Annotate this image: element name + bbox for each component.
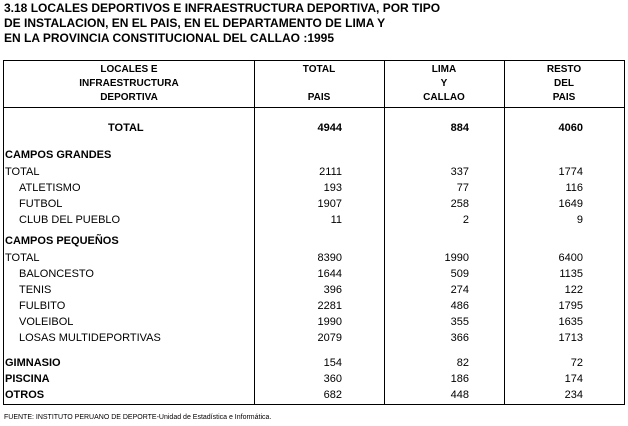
cell-resto: 1774 bbox=[558, 166, 583, 178]
cell-resto: 1713 bbox=[558, 332, 583, 344]
table-row bbox=[4, 298, 624, 314]
header-total-line: TOTAL bbox=[302, 64, 336, 75]
source-note: FUENTE: INSTITUTO PERUANO DE DEPORTE-Unidad de Estadística e Informática. bbox=[4, 414, 272, 421]
cell-total: 193 bbox=[323, 182, 342, 194]
cell-total: 154 bbox=[323, 357, 342, 369]
table-row bbox=[4, 282, 624, 298]
row-label: LOSAS MULTIDEPORTIVAS bbox=[19, 332, 161, 344]
cell-lima: 1990 bbox=[444, 252, 469, 264]
row-label: CLUB DEL PUEBLO bbox=[19, 214, 121, 226]
header-resto-line: RESTO bbox=[546, 64, 582, 75]
cell-resto: 9 bbox=[576, 214, 583, 226]
cell-resto: 174 bbox=[564, 373, 583, 385]
header-callao-line: CALLAO bbox=[423, 92, 465, 103]
row-label: FUTBOL bbox=[19, 198, 63, 210]
data-table bbox=[3, 60, 625, 405]
cell-lima: 77 bbox=[456, 182, 469, 194]
cell-resto: 1135 bbox=[559, 268, 583, 280]
row-label: PISCINA bbox=[5, 373, 50, 385]
table-title bbox=[4, 1, 440, 46]
table-row bbox=[4, 250, 624, 266]
cell-lima: 82 bbox=[456, 357, 469, 369]
header-pais-line: PAIS bbox=[307, 92, 331, 103]
title-line-2: DE INSTALACION, EN EL PAIS, EN EL DEPARTAMENTO DE LIMA Y bbox=[4, 16, 386, 30]
header-locales-line: DEPORTIVA bbox=[100, 92, 158, 103]
cell-lima: 258 bbox=[450, 198, 469, 210]
cell-resto: 1635 bbox=[558, 316, 583, 328]
cell-lima: 366 bbox=[450, 332, 469, 344]
header-y-line: Y bbox=[440, 78, 448, 89]
cell-total: 682 bbox=[323, 389, 342, 401]
title-line-1: 3.18 LOCALES DEPORTIVOS E INFRAESTRUCTURA DEPORTIVA, POR TIPO bbox=[4, 1, 441, 15]
table-row bbox=[4, 147, 624, 163]
cell-resto: 4060 bbox=[558, 122, 583, 134]
table-row bbox=[4, 164, 624, 180]
table-row bbox=[4, 355, 624, 371]
cell-resto: 72 bbox=[570, 357, 583, 369]
cell-total: 1990 bbox=[317, 316, 342, 328]
header-resto-pais bbox=[504, 63, 624, 105]
cell-total: 1644 bbox=[317, 268, 342, 280]
cell-total: 2281 bbox=[317, 300, 342, 312]
row-label: FULBITO bbox=[19, 300, 66, 312]
cell-lima: 337 bbox=[450, 166, 469, 178]
cell-resto: 116 bbox=[565, 182, 583, 194]
cell-total: 2079 bbox=[317, 332, 342, 344]
row-label: VOLEIBOL bbox=[19, 316, 74, 328]
header-locales-line: LOCALES E bbox=[100, 64, 158, 75]
cell-resto: 234 bbox=[564, 389, 583, 401]
row-label: TOTAL bbox=[108, 122, 144, 134]
table-row bbox=[4, 212, 624, 228]
table-row bbox=[4, 233, 624, 249]
cell-lima: 2 bbox=[462, 214, 469, 226]
header-locales bbox=[4, 63, 254, 105]
cell-lima: 274 bbox=[450, 284, 469, 296]
cell-lima: 448 bbox=[450, 389, 469, 401]
cell-resto: 1795 bbox=[558, 300, 583, 312]
table-header bbox=[4, 61, 624, 108]
table-row bbox=[4, 266, 624, 282]
row-label: GIMNASIO bbox=[5, 357, 61, 369]
cell-total: 1907 bbox=[317, 198, 342, 210]
table-row bbox=[4, 314, 624, 330]
cell-lima: 509 bbox=[450, 268, 469, 280]
table-row bbox=[4, 180, 624, 196]
cell-total: 11 bbox=[330, 214, 342, 226]
cell-total: 4944 bbox=[317, 122, 342, 134]
table-row bbox=[4, 387, 624, 403]
row-label: TENIS bbox=[19, 284, 52, 296]
row-label: TOTAL bbox=[5, 166, 40, 178]
header-pais-line: PAIS bbox=[552, 92, 576, 103]
cell-total: 8390 bbox=[317, 252, 342, 264]
cell-lima: 884 bbox=[450, 122, 469, 134]
cell-total: 396 bbox=[323, 284, 342, 296]
cell-total: 2111 bbox=[319, 166, 342, 178]
cell-total: 360 bbox=[323, 373, 342, 385]
section-label: CAMPOS GRANDES bbox=[5, 149, 112, 161]
row-label: OTROS bbox=[5, 389, 45, 401]
cell-lima: 355 bbox=[450, 316, 469, 328]
row-label: ATLETISMO bbox=[19, 182, 81, 194]
table-row bbox=[4, 330, 624, 346]
cell-lima: 186 bbox=[450, 373, 469, 385]
cell-resto: 1649 bbox=[558, 198, 583, 210]
header-total-pais bbox=[254, 63, 384, 105]
cell-resto: 122 bbox=[564, 284, 583, 296]
header-locales-line: INFRAESTRUCTURA bbox=[79, 78, 179, 89]
table-row bbox=[4, 196, 624, 212]
cell-resto: 6400 bbox=[558, 252, 583, 264]
header-lima-line: LIMA bbox=[431, 64, 457, 75]
table-row bbox=[4, 120, 624, 136]
section-label: CAMPOS PEQUEÑOS bbox=[5, 235, 119, 247]
row-label: BALONCESTO bbox=[19, 268, 94, 280]
title-line-3: EN LA PROVINCIA CONSTITUCIONAL DEL CALLAO :1995 bbox=[4, 31, 335, 45]
cell-lima: 486 bbox=[450, 300, 469, 312]
header-lima-callao bbox=[384, 63, 504, 105]
table-row bbox=[4, 371, 624, 387]
header-del-line: DEL bbox=[554, 78, 574, 89]
row-label: TOTAL bbox=[5, 252, 40, 264]
